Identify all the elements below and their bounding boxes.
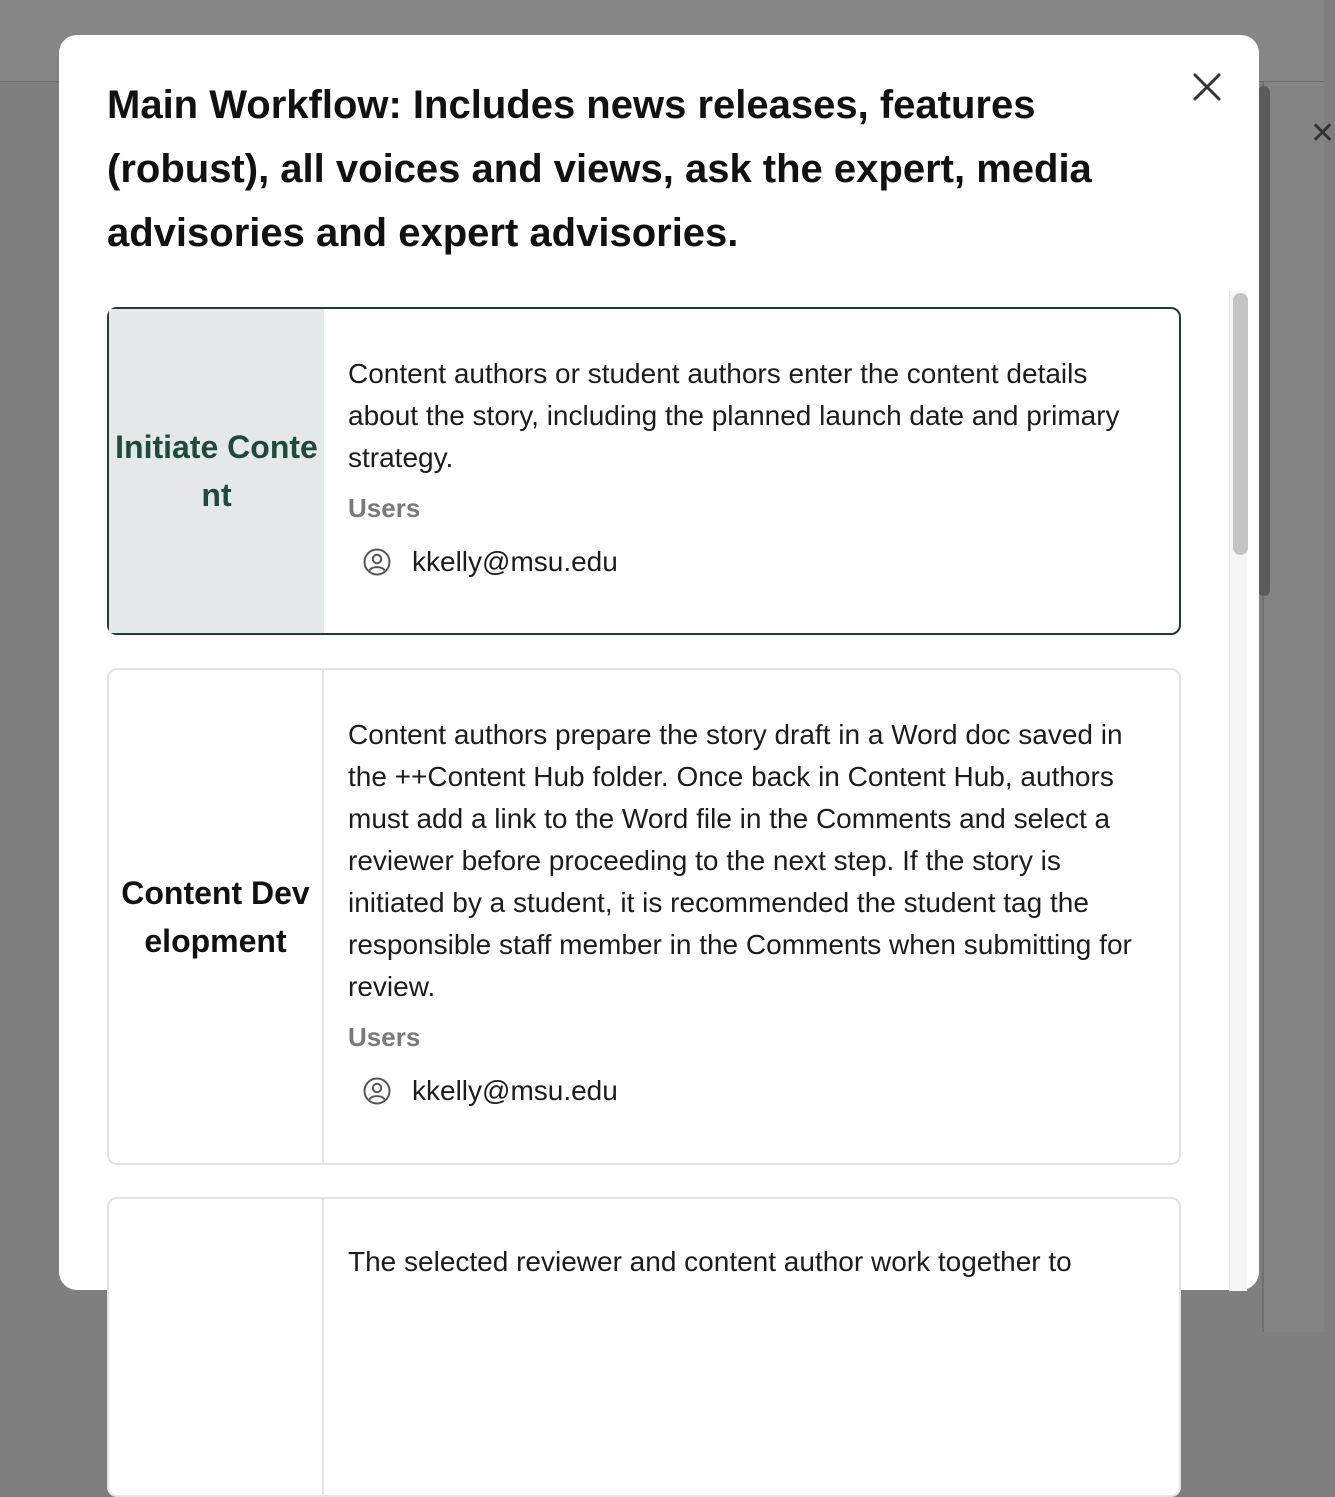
user-email: kkelly@msu.edu xyxy=(412,1075,618,1106)
users-label: Users xyxy=(348,493,421,523)
user-email: kkelly@msu.edu xyxy=(412,546,618,577)
step-name: Initiate Content xyxy=(109,309,324,633)
step-name: Content Development xyxy=(109,670,324,1163)
user-entry xyxy=(362,546,1155,578)
step-description: The selected reviewer and content author work together to xyxy=(348,1246,1072,1277)
user-circle-icon xyxy=(362,547,392,577)
workflow-step-content-development[interactable] xyxy=(107,668,1181,1165)
step-description: Content authors prepare the story draft in a Word doc saved in the ++Content Hub folder. Once back in Content Hub, authors must add a link to the Word file in the Comments and select a reviewer before proceeding to the next step. If the story is initiated by a student, it is recommended the student tag the responsible staff member in the Comments when submitting for review. xyxy=(348,719,1132,1002)
workflow-step-initiate-content[interactable] xyxy=(107,307,1181,635)
step-name xyxy=(109,1199,324,1495)
step-description: Content authors or student authors enter the content details about the story, including the planned launch date and primary strategy. xyxy=(348,358,1120,473)
close-icon xyxy=(1192,72,1222,102)
workflow-steps-list xyxy=(107,307,1259,1290)
background-scrollbar xyxy=(1258,86,1270,596)
workflow-modal xyxy=(59,35,1259,1290)
background-side-panel xyxy=(1262,82,1335,1332)
users-label: Users xyxy=(348,1022,421,1052)
close-button[interactable] xyxy=(1183,63,1231,111)
background-close-icon: ✕ xyxy=(1310,117,1335,150)
modal-title: Main Workflow: Includes news releases, features (robust), all voices and views, ask the expert, media advisories and expert advisories. xyxy=(107,83,1092,255)
workflow-step-review[interactable] xyxy=(107,1197,1181,1497)
user-circle-icon xyxy=(362,1076,392,1106)
user-entry xyxy=(362,1075,1155,1107)
